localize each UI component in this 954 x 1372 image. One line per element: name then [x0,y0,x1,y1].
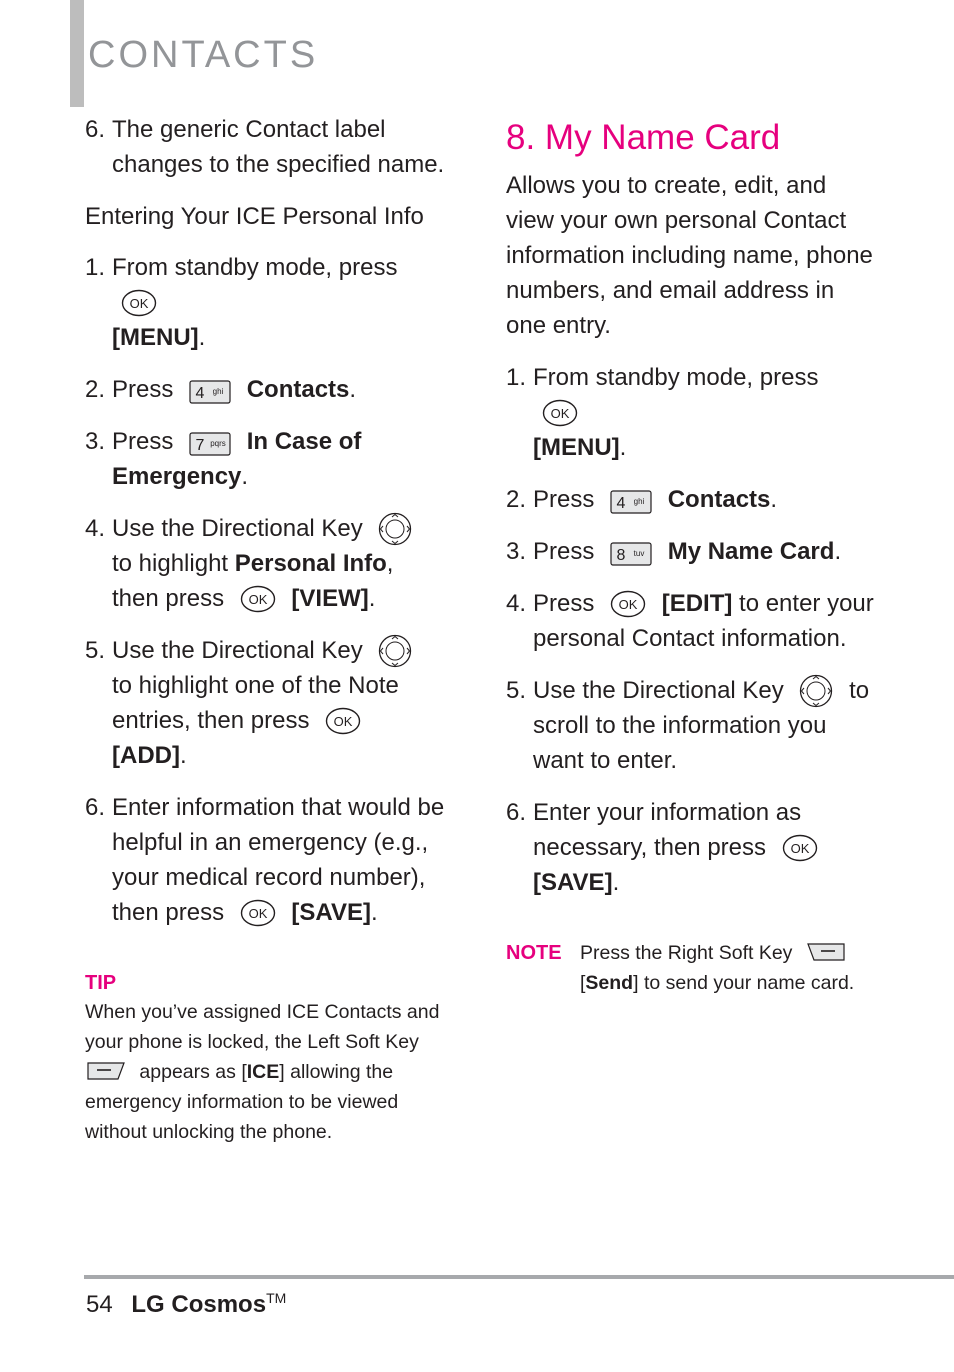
left-column [85,112,445,1147]
key-8-icon [610,542,652,566]
footer-divider [84,1275,954,1279]
step-left-4: 4. Use the Directional Key to highlight Personal Info, then press OK [VIEW]. [85,511,445,616]
step-left-1: 1. From standby mode, press OK [MENU]. [85,254,398,351]
svg-text:OK: OK [248,592,268,607]
right-soft-key-icon [807,943,845,961]
page-section-title: CONTACTS [88,34,319,76]
step-left-3: 3. Press 7 pqrs In Case of Emergency. [85,428,362,490]
step-right-3: 3. Press 8 tuv My Name Card. [506,538,842,565]
step-left-6: 6. Enter information that would be helpful in an emergency (e.g., your medical record number), then press OK [SAVE]. [85,794,445,926]
product-name: LG Cosmos™ [131,1290,287,1318]
directional-key-icon [378,634,412,668]
step-left-intro: 6. The generic Contact label changes to the specified name. [85,116,445,178]
ok-key-icon [121,289,157,317]
svg-text:OK: OK [333,714,353,729]
step-right-2: 2. Press 4 ghi Contacts. [506,486,778,513]
page-footer [86,1290,286,1319]
ok-key-icon [610,590,646,618]
section-intro: Allows you to create, edit, and view your own personal Contact information including name, phone numbers, and email address in one entry. [506,172,873,339]
subheading-ice: Entering Your ICE Personal Info [85,203,424,230]
note-label: NOTE [506,942,562,964]
key-4-icon [610,490,652,514]
svg-text:4: 4 [195,385,205,402]
directional-key-icon [799,674,833,708]
step-right-1: 1. From standby mode, press OK [MENU]. [506,364,819,461]
ok-key-icon [782,834,818,862]
svg-text:8: 8 [616,547,626,564]
ok-key-icon [240,585,276,613]
ok-key-icon [325,707,361,735]
section-heading: 8. My Name Card [506,118,781,157]
header-accent-bar [70,0,84,107]
note-block: NOTE Press the Right Soft Key [Send] to send your name card. [506,938,878,998]
tip-label: TIP [85,972,117,994]
step-right-6: 6. Enter your information as necessary, then press OK [SAVE]. [506,795,878,900]
svg-text:4: 4 [616,495,626,512]
svg-text:tuv: tuv [633,549,645,558]
svg-text:pqrs: pqrs [210,439,226,448]
page-number: 54 [86,1291,113,1318]
left-soft-key-icon [87,1062,125,1080]
step-left-2: 2. Press 4 ghi Contacts. [85,376,357,403]
ok-key-icon [542,399,578,427]
svg-text:OK: OK [129,296,149,311]
svg-text:OK: OK [550,406,570,421]
svg-text:OK: OK [248,906,268,921]
ok-key-icon [240,899,276,927]
step-right-5: 5. Use the Directional Key to scroll to the information you want to enter. [506,673,878,778]
svg-text:7: 7 [195,437,205,454]
step-right-4: 4. Press OK [EDIT] to enter your personal Contact information. [506,590,874,652]
step-left-5: 5. Use the Directional Key to highlight one of the Note entries, then press OK [ADD]. [85,633,445,773]
key-7-icon [189,432,231,456]
right-column [506,114,878,998]
svg-text:OK: OK [618,597,638,612]
svg-text:OK: OK [790,841,810,856]
tip-text: When you’ve assigned ICE Contacts and your phone is locked, the Left Soft Key appears as [ICE] allowing the emergency information to be viewed without unlocking the phone. [85,1001,440,1143]
svg-text:ghi: ghi [633,497,645,506]
key-4-icon [189,380,231,404]
svg-text:ghi: ghi [212,387,224,396]
directional-key-icon [378,512,412,546]
